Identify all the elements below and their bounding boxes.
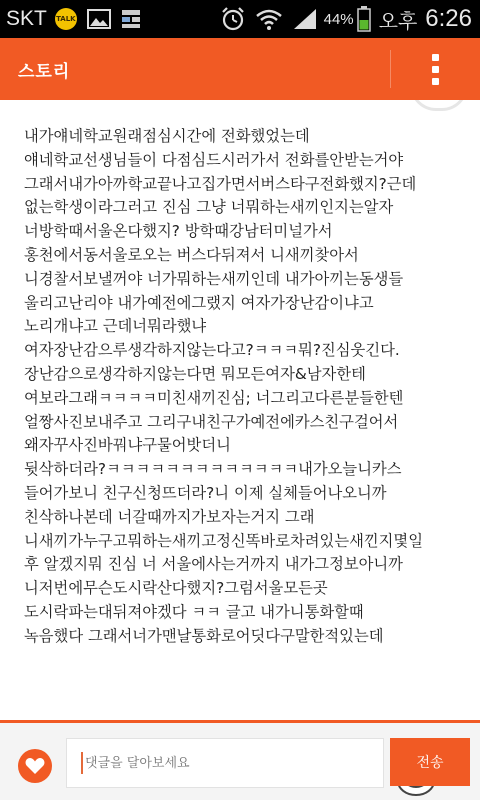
text-cursor	[81, 752, 83, 774]
story-content[interactable]	[0, 100, 480, 723]
story-line: 녹음했다 그래서너가맨날통화로어딧다구말한적있는데	[24, 626, 384, 645]
comment-input[interactable]	[85, 746, 305, 780]
story-line: 너방학때서울온다했지? 방학때강남터미널가서	[24, 222, 333, 241]
story-line: 여자장난감으루생각하지않는다고?ㅋㅋㅋ뭐?진심웃긴다.	[24, 341, 400, 360]
battery-percent: 44%	[323, 10, 354, 28]
story-line: 내가얘네학교원래점심시간에 전화했었는데	[24, 127, 310, 145]
heart-icon	[25, 757, 45, 775]
story-line: 울리고난리야 내가예전에그랬지 여자가장난감이냐고	[24, 293, 374, 312]
story-line: 왜자꾸사진바꿔냐구물어밧더니	[24, 436, 231, 455]
app-bar	[0, 38, 480, 100]
gallery-icon	[87, 9, 111, 29]
story-line: 얼짱사진보내주고 그리구내친구가예전에카스친구걸어서	[24, 412, 399, 431]
ampm-label: 오후	[378, 8, 418, 33]
send-button[interactable]: 전송	[390, 738, 470, 786]
story-line: 도시락파는대뒤져야겠다 ㅋㅋ 글고 내가니통화할때	[24, 602, 364, 621]
story-body	[24, 125, 472, 649]
story-line: 뒷삭하더라?ㅋㅋㅋㅋㅋㅋㅋㅋㅋㅋㅋㅋㅋ내가오늘니카스	[24, 460, 402, 479]
comment-bar	[0, 723, 480, 800]
wifi-icon	[255, 7, 283, 31]
story-line: 노리개냐고 근데너뭐라했냐	[24, 317, 207, 336]
story-line: 후 알겠지뭐 진심 너 서울에사는거까지 내가그정보아니까	[24, 555, 403, 574]
app-grid-icon	[121, 9, 141, 29]
signal-icon	[292, 7, 318, 31]
story-line: 니새끼가누구고뭐하는새끼고정신똑바로차려있는새낀지몇일	[24, 531, 423, 550]
story-line: 장난감으로생각하지않는다면 뭐모든여자&남자한테	[24, 364, 366, 383]
kakaotalk-icon: TALK	[55, 8, 77, 30]
page-title: 스토리	[18, 61, 71, 82]
story-line: 그래서내가아까학교끝나고집가면서버스타구전화했지?근데	[24, 174, 417, 193]
carrier-label: SKT	[6, 7, 47, 30]
story-line: 니저번에무슨도시락산다했지?그럼서울모든곳	[24, 579, 328, 598]
story-line: 홍천에서동서울로오는 버스다뒤져서 니새끼찾아서	[24, 245, 359, 264]
story-line: 여보라그래ㅋㅋㅋㅋ미친새끼진심; 너그리고다른분들한텐	[24, 388, 404, 407]
like-button[interactable]	[18, 749, 52, 783]
story-line: 얘네학교선생님들이 다점심드시러가서 전화를안받는거야	[24, 150, 404, 169]
story-line: 니경찰서보낼꺼야 너가뭐하는새끼인데 내가아끼는동생들	[24, 269, 404, 288]
story-line: 친삭하나본데 너갈때까지가보자는거지 그래	[24, 507, 315, 526]
clock: 6:26	[425, 5, 472, 32]
comment-field[interactable]	[66, 738, 384, 788]
scroll-edge-decoration	[410, 100, 468, 111]
status-bar	[0, 0, 480, 38]
alarm-icon	[220, 6, 246, 32]
story-line: 없는학생이라그러고 진심 그냥 너뭐하는새끼인지는알자	[24, 198, 394, 217]
overflow-menu-icon[interactable]	[410, 38, 460, 100]
battery-icon	[357, 6, 371, 32]
app-bar-divider	[390, 50, 391, 88]
story-line: 들어가보니 친구신청뜨더라?니 이제 실체들어나오니까	[24, 483, 387, 502]
